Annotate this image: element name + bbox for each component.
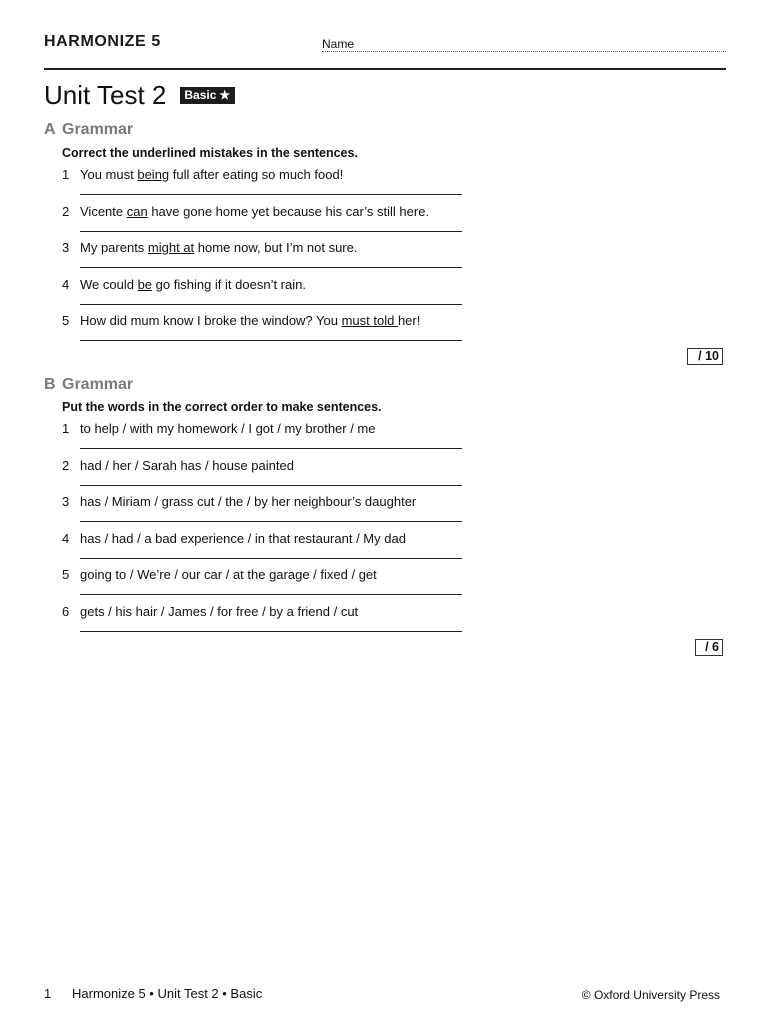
header-divider (44, 68, 726, 70)
item-number: 3 (62, 494, 70, 509)
underlined-mistake: be (137, 277, 153, 292)
badge-label: Basic (184, 88, 217, 102)
section-a-title: Grammar (62, 121, 134, 138)
brand-logo: HARMONIZE 5 (44, 33, 161, 50)
item-prompt: going to / We’re / our car / at the garage / fixed / get (80, 567, 377, 582)
level-badge (180, 87, 235, 104)
underlined-mistake: being (137, 167, 170, 182)
footer-doc-title: Harmonize 5 • Unit Test 2 • Basic (72, 986, 263, 1001)
footer-page-number: 1 (44, 986, 52, 1001)
item-number: 1 (62, 421, 70, 436)
item-prompt: has / Miriam / grass cut / the / by her neighbour’s daughter (80, 494, 417, 509)
section-a-instruction: Correct the underlined mistakes in the sentences. (62, 146, 358, 160)
section-b-instruction: Put the words in the correct order to make sentences. (62, 400, 382, 414)
section-b-score-box[interactable]: / 6 (695, 639, 723, 656)
item-number: 4 (62, 277, 70, 292)
item-prompt: to help / with my homework / I got / my brother / me (80, 421, 376, 436)
title-row (44, 80, 235, 111)
item-sentence: My parents might at home now, but I’m not sure. (80, 240, 358, 255)
answer-line[interactable] (80, 521, 462, 522)
answer-line[interactable] (80, 448, 462, 449)
answer-line[interactable] (80, 231, 462, 232)
item-sentence: We could be go fishing if it doesn’t rain. (80, 277, 306, 292)
answer-line[interactable] (80, 485, 462, 486)
section-a-letter: A (44, 121, 56, 138)
item-prompt: gets / his hair / James / for free / by a friend / cut (80, 604, 359, 619)
answer-line[interactable] (80, 558, 462, 559)
footer-copyright: © Oxford University Press (581, 988, 720, 1002)
answer-line[interactable] (80, 194, 462, 195)
item-sentence: You must being full after eating so much food! (80, 167, 344, 182)
item-prompt: had / her / Sarah has / house painted (80, 458, 294, 473)
section-b-letter: B (44, 376, 56, 393)
name-field-line[interactable] (322, 51, 726, 52)
section-a-score-box[interactable]: / 10 (687, 348, 723, 365)
name-label: Name (322, 37, 355, 51)
item-number: 5 (62, 313, 70, 328)
item-sentence: Vicente can have gone home yet because his car’s still here. (80, 204, 430, 219)
item-number: 2 (62, 204, 70, 219)
answer-line[interactable] (80, 267, 462, 268)
section-b-heading (44, 376, 133, 394)
item-number: 5 (62, 567, 70, 582)
item-number: 1 (62, 167, 70, 182)
answer-line[interactable] (80, 631, 462, 632)
item-number: 6 (62, 604, 70, 619)
page-title: Unit Test 2 (44, 80, 167, 110)
answer-line[interactable] (80, 304, 462, 305)
item-number: 3 (62, 240, 70, 255)
underlined-mistake: might at (147, 240, 195, 255)
answer-line[interactable] (80, 340, 462, 341)
section-b-title: Grammar (62, 376, 134, 393)
underlined-mistake: must told (341, 313, 398, 328)
star-icon: ★ (219, 88, 231, 102)
underlined-mistake: can (126, 204, 148, 219)
item-sentence: How did mum know I broke the window? You must told her! (80, 313, 421, 328)
item-number: 4 (62, 531, 70, 546)
item-prompt: has / had / a bad experience / in that restaurant / My dad (80, 531, 406, 546)
answer-line[interactable] (80, 594, 462, 595)
section-a-heading (44, 121, 133, 139)
item-number: 2 (62, 458, 70, 473)
